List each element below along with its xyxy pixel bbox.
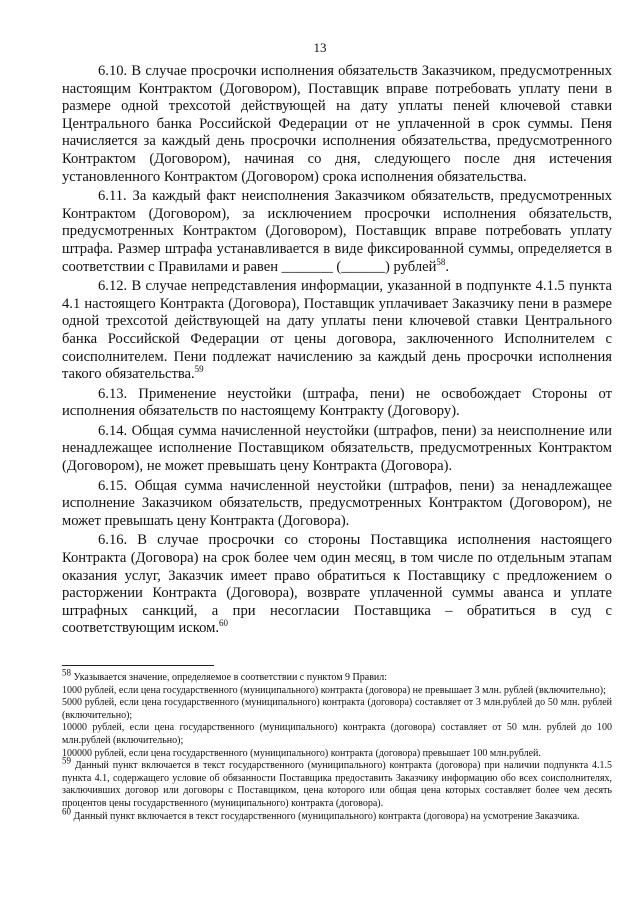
paragraph-6-14	[62, 423, 612, 476]
footnotes	[62, 667, 612, 823]
paragraph-text: 6.15. Общая сумма начисленной неустойки (штрафов, пени) за ненадлежащее исполнение Заказчиком обязательств, предусмотренных Контрактом (Договором), не может превышать цену Контракта (Договора).	[62, 477, 612, 529]
footnote-ref[interactable]: 59	[194, 364, 204, 375]
footnote-text: Данный пункт включается в текст государственного (муниципального) контракта (договора) при наличии подпункта 4.1.5 пункта 4.1, содержащего условие об обязанности Поставщика предоставить Заказчику информацию обо всех соисполнителях, заключивших договор или договоры с Поставщиком, цена которого или общая цена которых составляет более чем десять процентов цены государственного (муниципального) контракта (договора).	[62, 760, 612, 809]
footnote-60	[62, 806, 612, 824]
paragraph-text: 6.13. Применение неустойки (штрафа, пени) не освобождает Стороны от исполнения обязательств по настоящему Контракту (Договору).	[62, 385, 612, 420]
footnote-text: Указывается значение, определяемое в соответствии с пунктом 9 Правил:	[71, 672, 388, 683]
footnote-ref[interactable]: 60	[219, 618, 229, 629]
main-text	[62, 63, 612, 640]
footnote-58-line-4	[62, 748, 612, 761]
paragraph-6-12	[62, 278, 612, 384]
footnote-number: 58	[62, 667, 71, 678]
footnote-58-line-3	[62, 722, 612, 747]
paragraph-text: 6.14. Общая сумма начисленной неустойки (штрафов, пени) за неисполнение или ненадлежащее исполнение Поставщиком обязательств, предусмотренных Контрактом (Договором), не может превышать цену Контракта (Договора).	[62, 422, 612, 475]
paragraph-6-16	[62, 532, 612, 638]
footnote-text: Данный пункт включается в текст государственного (муниципального) контракта (договора) на усмотрение Заказчика.	[71, 810, 580, 822]
page-number: 13	[313, 40, 327, 55]
paragraph-6-11: 6.11. За каждый факт неисполнения Заказчиком обязательств, предусмотренных Контрактом (Договором), за исключением просрочки исполнения обязательств, предусмотренных Контрактом (Договором), Поставщик вправе потребовать уплату штрафа. Размер штрафа устанавливается в виде фиксированной суммы, определяется в соответствии с Правилами и равен _______ (______) рублей$^{58}$.	[62, 188, 612, 275]
footnote-58-line-2	[62, 697, 612, 722]
paragraph-text: 6.12. В случае непредставления информации, указанной в подпункте 4.1.5 пункта 4.1 настоящего Контракта (Договора), Поставщик уплачивает Заказчику пени в размере одной трехсотой действующей на дату уплаты пени ключевой ставки Центрального банка Российской Федерации от цены договора, заключенного Исполнителем с соисполнителем. Пени подлежат начислению за каждый день просрочки исполнения такого обязательства.	[62, 278, 612, 383]
paragraph-6-10	[62, 63, 612, 186]
footnote-text: 5000 рублей, если цена государственного (муниципального) контракта (договора) составляет от 3 млн.рублей до 50 млн. рублей (включительно);	[62, 697, 612, 721]
footnote-separator	[62, 665, 214, 666]
paragraph-6-15	[62, 478, 612, 531]
paragraph-6-13	[62, 386, 612, 421]
footnote-number: 60	[62, 806, 71, 817]
footnote-number: 59	[62, 755, 71, 766]
footnote-58	[62, 667, 612, 685]
footnote-59	[62, 755, 612, 810]
footnote-58-line-1	[62, 685, 612, 698]
footnote-text: 100000 рублей, если цена государственного (муниципального) контракта (договора) превышает 100 млн.рублей.	[62, 747, 541, 759]
footnote-text: 1000 рублей, если цена государственного (муниципального) контракта (договора) не превышает 3 млн. рублей (включительно);	[62, 684, 606, 696]
paragraph-text: 6.11. За каждый факт неисполнения Заказчиком обязательств, предусмотренных Контрактом (Договором), за исключением просрочки исполнения обязательств, предусмотренных Контрактом (Договором), Поставщик вправе потребовать уплату штрафа. Размер штрафа устанавливается в виде фиксированной суммы, определяется в соответствии с Правилами и равен _______ (______) рублей	[62, 188, 612, 275]
footnote-text: 10000 рублей, если цена государственного (муниципального) контракта (договора) составляет от 50 млн. рублей до 100 млн.рублей (включительно);	[62, 722, 612, 746]
footnote-ref[interactable]: 58	[436, 256, 446, 267]
paragraph-text: 6.10. В случае просрочки исполнения обязательств Заказчиком, предусмотренных настоящим Контрактом (Договором), Поставщик вправе потребовать уплату пени в размере одной трехсотой действующей на дату уплаты пеней ключевой ставки Центрального банка Российской Федерации от не уплаченной в срок суммы. Пеня начисляется за каждый день просрочки исполнения обязательства, предусмотренного Контрактом (Договором), начиная со дня, следующего после дня истечения установленного Контрактом (Договором) срока исполнения обязательства.	[62, 63, 612, 185]
paragraph-text: 6.16. В случае просрочки со стороны Поставщика исполнения настоящего Контракта (Договора) на срок более чем один месяц, в том числе по отдельным этапам оказания услуг, Заказчик имеет право обратиться к Поставщику с предложением о расторжении Контракта (Договора), возврате уплаченной суммы аванса и уплате штрафных санкций, а при несогласии Поставщика – обратиться в суд с соответствующим иском.	[62, 532, 612, 637]
